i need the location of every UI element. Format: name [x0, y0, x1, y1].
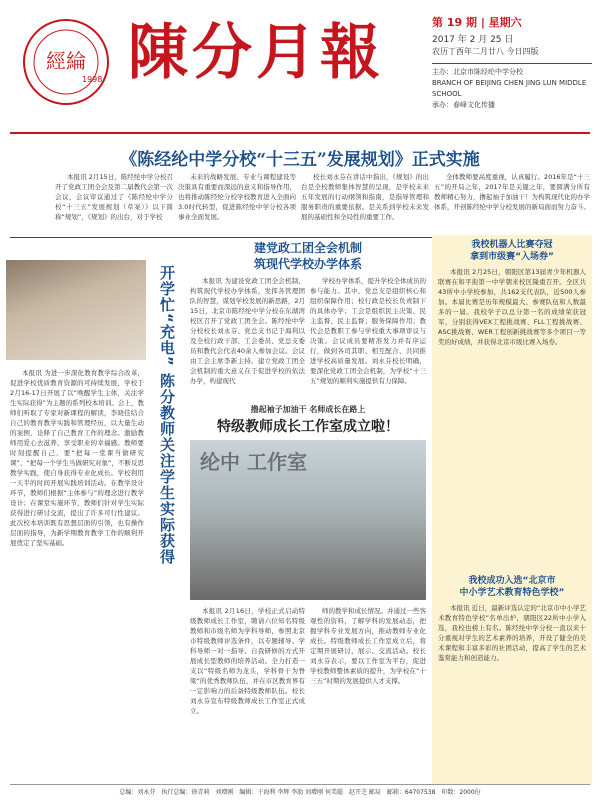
center-article-title: 建党政工团全会机制 筑现代学校办学体系	[253, 241, 362, 271]
studio-sign-text: 纶中 工作室	[200, 450, 307, 474]
left-article-title: 开学忙“充电” 陈分教师关注学生实际获得	[158, 265, 176, 565]
issue-info: 第 19 期 | 星期六 2017 年 2 月 25 日 农历丁酉年二月廿八 今日四版 主办：北京市陈经纶中学分校 BRANCH OF BEIJING CHEN JING LUN MIDDLE SCHOOL 承办：春峰文化传播	[432, 14, 592, 111]
art-school-story-body: 本报讯 近日，最新评选认定的“北京市中小学艺术教育特色学校”名单出炉，朝阳区22所中小学入选，我校也榜上有名。陈经纶中学分校一直以来十分重视对学生的艺术素养的培养，开设了健全的美术课程和丰富多彩的社团活动，提高了学生的艺术鉴赏能力和创造能力。	[438, 604, 586, 662]
lead-article-col2: 未来的战略发展、专业与课程建设等决策具有重要而深远的意义和指导作用，也将推动陈经纶分校学校教育进入全面向3.0时代转型，促进陈经纶中学分校各项事业全面发展。	[178, 173, 296, 221]
sidebar-news	[432, 235, 592, 785]
sponsor-english: BRANCH OF BEIJING CHEN JING LUN MIDDLE SCHOOL	[432, 79, 587, 98]
lead-article-col3: 校长刘永芬在讲话中指出，《规划》的出台是全校教师集体智慧的呈现，是学校未来五年发展的行动纲领和指南，是指导管理和服务职责的重要依据。是关系到学校未来发展的基础性和全局性的重要工作。	[301, 173, 429, 221]
issue-date: 2017 年 2 月 25 日	[432, 35, 514, 45]
lunar-date: 农历丁酉年二月廿八 今日四版	[432, 47, 539, 56]
sponsor: 主办：北京市陈经纶中学分校	[432, 68, 523, 76]
feature-article-col1: 本报讯 2月16日，学校正式启动特级教师成长工作室，聘请六位知名特级教师和市级名师为学科导师，参照北京市特级教师评选条件，以专题辅导、学科导师一对一指导、自我研修的方式开展成长型教师的培养活动。全力打造一支以“特级名师为龙头，学科骨干为脊梁”的优秀教师队伍，并在市区教育界有一定影响力的后备特级教师队伍。校长刘永芬宣布特级教师成长工作室正式成立。	[190, 607, 305, 715]
lead-article-col1: 本报讯 2月15日，陈经纶中学分校召开了党政工团全会及第二届教代会第一次会议，会议审议通过了《陈经纶中学分校“十三五”发展规划（草案）》以下简称“规划”，《规划》的出台，对于学校	[55, 173, 173, 221]
feature-article-col2: 师的教学和成长情况。并通过一些客观性的资料，了解学科的发展动态，把握学科专业发展方向，推动教师专业化成长。特级教师成长工作室成立后，将定期开展研讨、展示、交流活动。校长刘永芬表示，要以工作室为平台，促进学校教师整体素质的提升，为学校在“十三五”时期的发展提供人才支撑。	[310, 607, 426, 685]
issue-number: 第 19 期	[432, 16, 477, 29]
studio-ceremony-photo	[190, 440, 426, 600]
seal-year: 1998	[82, 75, 103, 84]
lead-article-col4: 全体教师要高度重视，认真履行。2016年是“十三五”的开局之年，2017年是关键之年，要圆满分所有教师精心努力，撸起袖子加油干！为构筑现代化的办学体系，开创陈经纶中学分校发展的新局面而努力奋斗。	[434, 173, 590, 211]
center-article-col2: 学校办学体系，提升学校全体成员的参与能力。其中，党总支是组织核心和组织保障作用；校行政是校长负责制下的具体办学；工会是组织民主决策、民主监督、民主监督；服务保障作用；教代会是教职工参与学校重大事项审议与决策。会议成员要精准发力并有序运行，做到各司其职、相互配合、共同推进学校高质量发展。刘永芬校长明确，要深化党政工团全会机制，为学校“十三五”规划的顺利实施提供有力保障。	[310, 277, 426, 385]
art-school-story-title: 我校成功入选“北京市 中小学艺术教育特色学校”	[459, 576, 565, 598]
publisher: 承办：春峰文化传播	[432, 101, 495, 109]
issue-weekday: 星期六	[488, 16, 522, 29]
masthead-divider	[10, 132, 590, 134]
svg-text:經綸: 經綸	[46, 49, 86, 73]
robot-story-body: 本报讯 2月25日，朝阳区第13届青少年机器人联赛在和平街第一中学朝来校区隆重召开。全区共43所中小学校参加，共162支代表队，近500人参加。本届比赛是历年规模最大、参赛队伍和人数最多的一届。我校学子以总分第一名的成绩荣获冠军，分别获得VEX工程挑战赛、FLL工程挑战赛、ASC挑战赛、WER工程创新挑战赛等多个项目一等奖的好成绩，并获得北京市级比赛入场券。	[438, 268, 586, 346]
feature-title: 特级教师成长工作室成立啦！	[217, 419, 399, 435]
newspaper-title: 陳分月報	[128, 18, 384, 88]
masthead	[0, 0, 600, 130]
center-article-col1: 本报讯 为建设党政工团全会机制，构筑现代学校办学体系，发挥各管理团队的智慧，谋划学校发展的新思路，2月15日，北京市陈经纶中学分校在东湖湾校区召开了党政工团全会。陈经纶中学分校校长刘永芬、党总支书记于海利以及全校行政干部、工会委员、党总支委员和教代会代表40余人参加会议。会议由工会主席李新主持。建立党政工团全会机制的重大意义在于促进学校的依法办学，构建现代	[190, 277, 305, 385]
robot-story-title: 我校机器人比赛夺冠 拿到市级赛“入场券”	[470, 240, 554, 262]
feature-kicker: 撸起袖子加油干 名师成长在路上	[250, 405, 366, 414]
lead-headline: 《陈经纶中学分校“十三五”发展规划》正式实施	[120, 150, 480, 170]
footer-credits: 总编：刘永芬 执行总编：徐青莉 刘增刚 编辑：于海利 李辉 李助 刘增刚 何美聪 赵开芝 邮局 邮箱：64707538 印数：2000份	[10, 784, 590, 796]
teacher-training-photo	[6, 260, 146, 360]
left-article-body: 本报讯 为进一步深化教育教学综合改革，促进学校优质教育资源的可持续发展，学校于2月16-17日开展了以“唤醒学生主体，关注学生实际获得”为主题的系列校本培训。会上，教师们听取了专家对新课程的解读，李晓佳结合自己的教育教学实践和管理经历，以大量生动的案例，诠释了自己教育工作的理念。激励教师用爱心去滋养、享受职业的幸福感。教师要时刻提醒自己，要“把每一堂课当做研究课”、“把每一个学生当做研究对象”，不断反思教学实践，使自身获得专业化成长。学校利用一天半的时间开展实践培训活动。在教学设计环节，教师们根据“主体参与”的理念进行教学设计；在课堂实施环节，教师们针对学生实际获得进行研讨交流，提出了许多可行性建议。此次校本培训既有思想层面的引领，也有操作层面的指导，为新学期教育教学工作的顺利开展奠定了坚实基础。	[10, 369, 144, 547]
school-seal-logo	[22, 18, 110, 106]
